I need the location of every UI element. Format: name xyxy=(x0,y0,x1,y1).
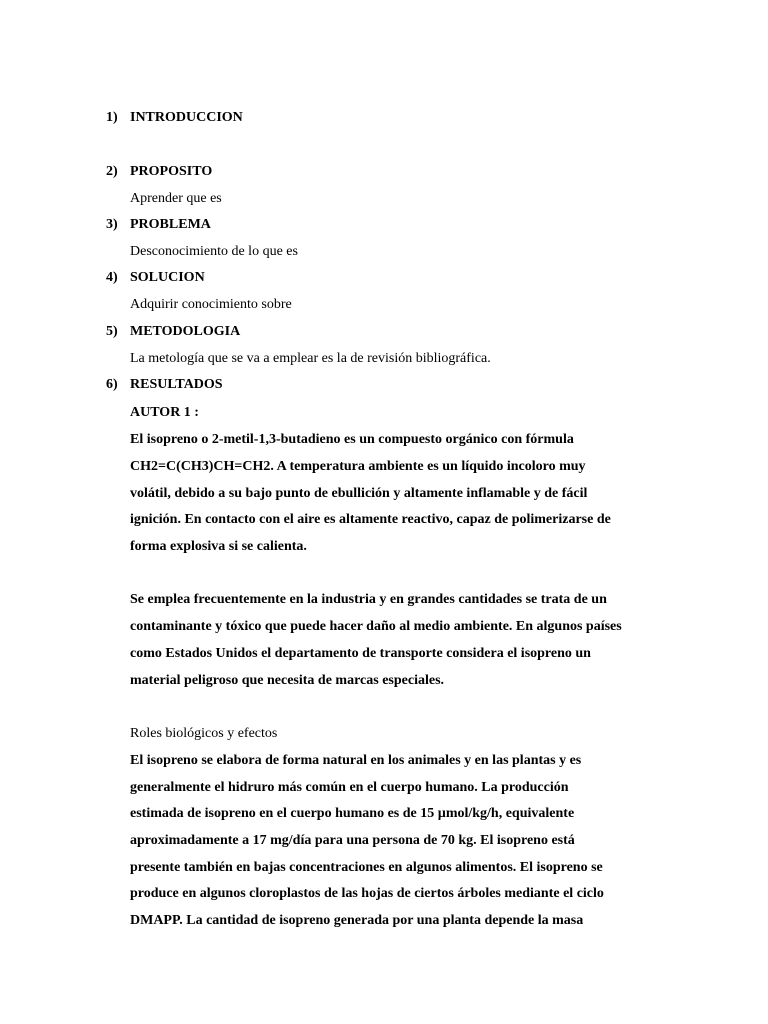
paragraph-2-line: Se emplea frecuentemente en la industria y en grandes cantidades se trata de un xyxy=(130,592,607,607)
paragraph-3-line: produce en algunos cloroplastos de las hojas de ciertos árboles mediante el ciclo xyxy=(130,886,604,901)
section-number-3: 3) xyxy=(106,217,118,232)
section-number-4: 4) xyxy=(106,270,118,285)
section-number-2: 2) xyxy=(106,164,118,179)
section-heading-resultados: RESULTADOS xyxy=(130,377,223,392)
section-body-metodologia: La metología que se va a emplear es la de revisión bibliográfica. xyxy=(130,351,491,366)
section-body-solucion: Adquirir conocimiento sobre xyxy=(130,297,292,312)
section-heading-solucion: SOLUCION xyxy=(130,270,205,285)
paragraph-1-line: ignición. En contacto con el aire es altamente reactivo, capaz de polimerizarse de xyxy=(130,512,611,527)
paragraph-2-line: como Estados Unidos el departamento de transporte considera el isopreno un xyxy=(130,646,591,661)
paragraph-3-line: estimada de isopreno en el cuerpo humano es de 15 µmol/kg/h, equivalente xyxy=(130,806,575,821)
paragraph-3-line: generalmente el hidruro más común en el cuerpo humano. La producción xyxy=(130,780,569,795)
author-label: AUTOR 1 : xyxy=(130,405,199,420)
section-heading-metodologia: METODOLOGIA xyxy=(130,324,241,339)
paragraph-1-line: CH2=C(CH3)CH=CH2. A temperatura ambiente es un líquido incoloro muy xyxy=(130,459,586,474)
paragraph-1-line: forma explosiva si se calienta. xyxy=(130,539,307,554)
section-body-proposito: Aprender que es xyxy=(130,191,222,206)
subheading-roles-biologicos: Roles biológicos y efectos xyxy=(130,726,278,741)
section-heading-introduccion: INTRODUCCION xyxy=(130,110,243,125)
section-number-1: 1) xyxy=(106,110,118,125)
paragraph-3-line: DMAPP. La cantidad de isopreno generada por una planta depende la masa xyxy=(130,913,584,928)
paragraph-3-line: El isopreno se elabora de forma natural en los animales y en las plantas y es xyxy=(130,753,582,768)
paragraph-1-line: El isopreno o 2-metil-1,3-butadieno es un compuesto orgánico con fórmula xyxy=(130,432,574,447)
section-body-problema: Desconocimiento de lo que es xyxy=(130,244,298,259)
paragraph-3-line: aproximadamente a 17 mg/día para una persona de 70 kg. El isopreno está xyxy=(130,833,575,848)
section-number-6: 6) xyxy=(106,377,118,392)
section-number-5: 5) xyxy=(106,324,118,339)
paragraph-1-line: volátil, debido a su bajo punto de ebullición y altamente inflamable y de fácil xyxy=(130,486,588,501)
paragraph-2-line: material peligroso que necesita de marcas especiales. xyxy=(130,673,445,688)
section-heading-proposito: PROPOSITO xyxy=(130,164,213,179)
section-heading-problema: PROBLEMA xyxy=(130,217,211,232)
paragraph-3-line: presente también en bajas concentraciones en algunos alimentos. El isopreno se xyxy=(130,860,603,875)
paragraph-2-line: contaminante y tóxico que puede hacer daño al medio ambiente. En algunos países xyxy=(130,619,622,634)
